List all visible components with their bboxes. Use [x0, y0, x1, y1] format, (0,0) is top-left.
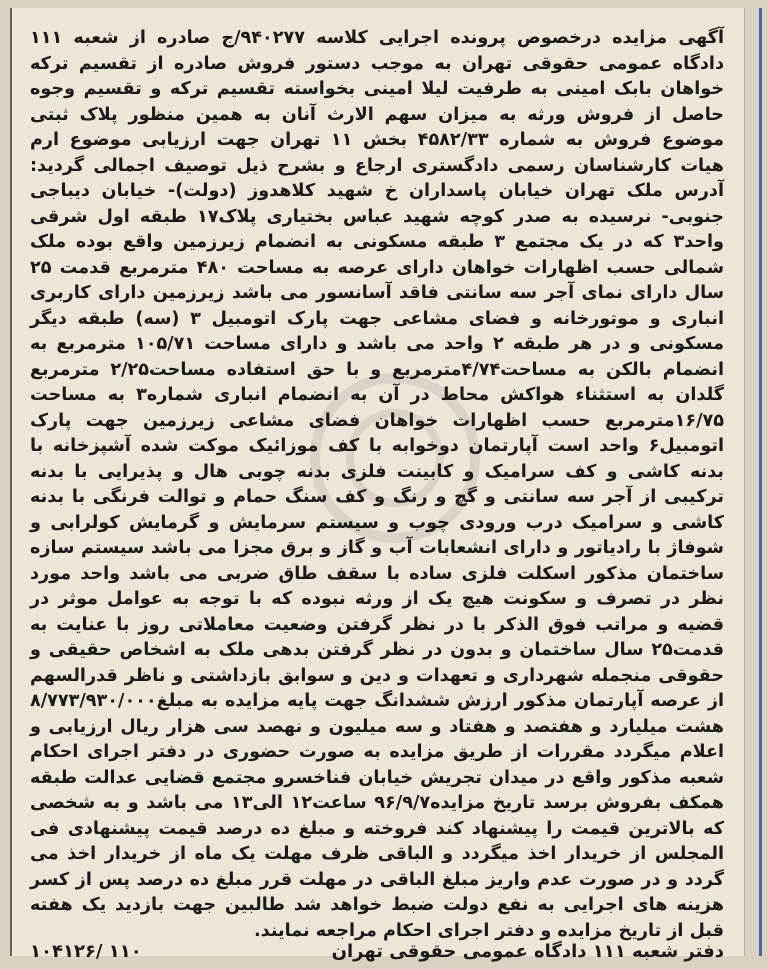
- right-margin-rule: [759, 8, 762, 956]
- left-column-rule: [10, 8, 12, 956]
- footer-office: دفتر شعبه ۱۱۱ دادگاه عمومی حقوقی تهران: [331, 940, 724, 962]
- notice-footer: [30, 936, 724, 966]
- newspaper-clipping: [10, 8, 745, 962]
- footer-number: ۱۱۰ /۱۰۴۱۲۶: [30, 940, 142, 962]
- auction-notice-text: آگهی مزایده درخصوص پرونده اجرایی کلاسه ۹۴۰۲۷۷/ج صادره از شعبه ۱۱۱ دادگاه عمومی حقوقی تهران به موجب دستور فروش صادره از تقسیم ترکه خواهان بابک امینی به طرفیت لیلا امینی بخواسته تقسیم ترکه و تقسیم وجوه حاصل از فروش ورثه به میزان سهم الارث آنان به همین منظور پلاک ثبتی موضوع فروش به شماره ۴۵۸۲/۳۳ بخش ۱۱ تهران جهت ارزیابی موضوع ارم هیات کارشناسان رسمی دادگستری ارجاع و بشرح ذیل توصیف اجمالی گردید: آدرس ملک تهران خیابان پاسداران خ شهید کلاهدوز (دولت)- خیابان دیباجی جنوبی- نرسیده به صدر کوچه شهید عباس بختیاری پلاک۱۷ طبقه اول شرقی واحد۳ که در یک مجتمع ۳ طبقه مسکونی به انضمام زیرزمین واقع بوده ملک شمالی حسب اظهارات خواهان دارای عرصه به مساحت ۴۸۰ مترمربع قدمت ۲۵ سال دارای نمای آجر سه سانتی فاقد آسانسور می باشد زیرزمین دارای کاربری انباری و موتورخانه و فضای مشاعی جهت پارک اتومبیل ۳ (سه) طبقه دیگر مسکونی و در هر طبقه ۲ واحد می باشد و دارای مساحت ۱۰۵/۷۱ مترمربع به انضمام بالکن به مساحت۴/۷۴مترمربع و با حق استفاده مساحت۲/۲۵ مترمربع گلدان به استثناء هواکش محاط در آن به انضمام انباری شماره۳ به مساحت ۱۶/۷۵مترمربع حسب اظهارات خواهان فضای مشاعی زیرزمین جهت پارک اتومبیل۶ واحد است آپارتمان دوخوابه با کف موزائیک موکت شده آشپزخانه با بدنه کاشی و کف سرامیک و کابینت فلزی بدنه چوبی هال و پذیرایی با بدنه ترکیبی از آجر سه سانتی و گچ و رنگ و کف سنگ حمام و توالت فرنگی با بدنه کاشی و سرامیک درب ورودی چوب و سیستم سرمایش و گرمایش کولرابی و شوفاژ با رادیاتور و دارای انشعابات آب و گاز و برق مجزا می باشد سیستم سازه ساختمان مذکور اسکلت فلزی ساده با سقف طاق ضربی می باشد واحد مورد نظر در تصرف و سکونت هیچ یک از ورثه نبوده که با توجه به عوامل موثر در قضیه و مراتب فوق الذکر با در نظر گرفتن وضعیت معاملاتی روز با عنایت به قدمت۲۵ سال ساختمان و بدون در نظر گرفتن بدهی ملک به اشخاص حقیقی و حقوقی منجمله شهرداری و تعهدات و دین و سوابق بازداشتی و ناظر قدرالسهم از عرصه آپارتمان مذکور ارزش ششدانگ جهت پایه مزایده به مبلغ۸/۷۷۳/۹۳۰/۰۰۰ هشت میلیارد و هفتصد و هفتاد و سه میلیون و نهصد سی هزار ریال ارزیابی و اعلام میگردد مقررات از طریق مزایده به صورت حضوری در دفتر اجرای احکام شعبه مذکور واقع در میدان تجریش خیابان فناخسرو مجتمع قضایی عدالت طبقه همکف بفروش برسد تاریخ مزایده۹۶/۹/۷ ساعت۱۲ الی۱۳ می باشد و به شخصی که بالاترین قیمت را پیشنهاد کند فروخته و مبلغ ده درصد قیمت پیشنهادی فی المجلس از خریدار اخذ میگردد و الباقی ظرف مهلت یک ماه از خریدار اخذ می گردد و در صورت عدم واریز مبلغ الباقی در مهلت قرر مبلغ ده درصد پس از کسر هزینه های اجرایی به نفع دولت ضبط خواهد شد طالبین جهت بازدید یک هفته قبل از تاریخ مزایده و دفتر اجرای احکام مراجعه نمایند.: [30, 28, 725, 941]
